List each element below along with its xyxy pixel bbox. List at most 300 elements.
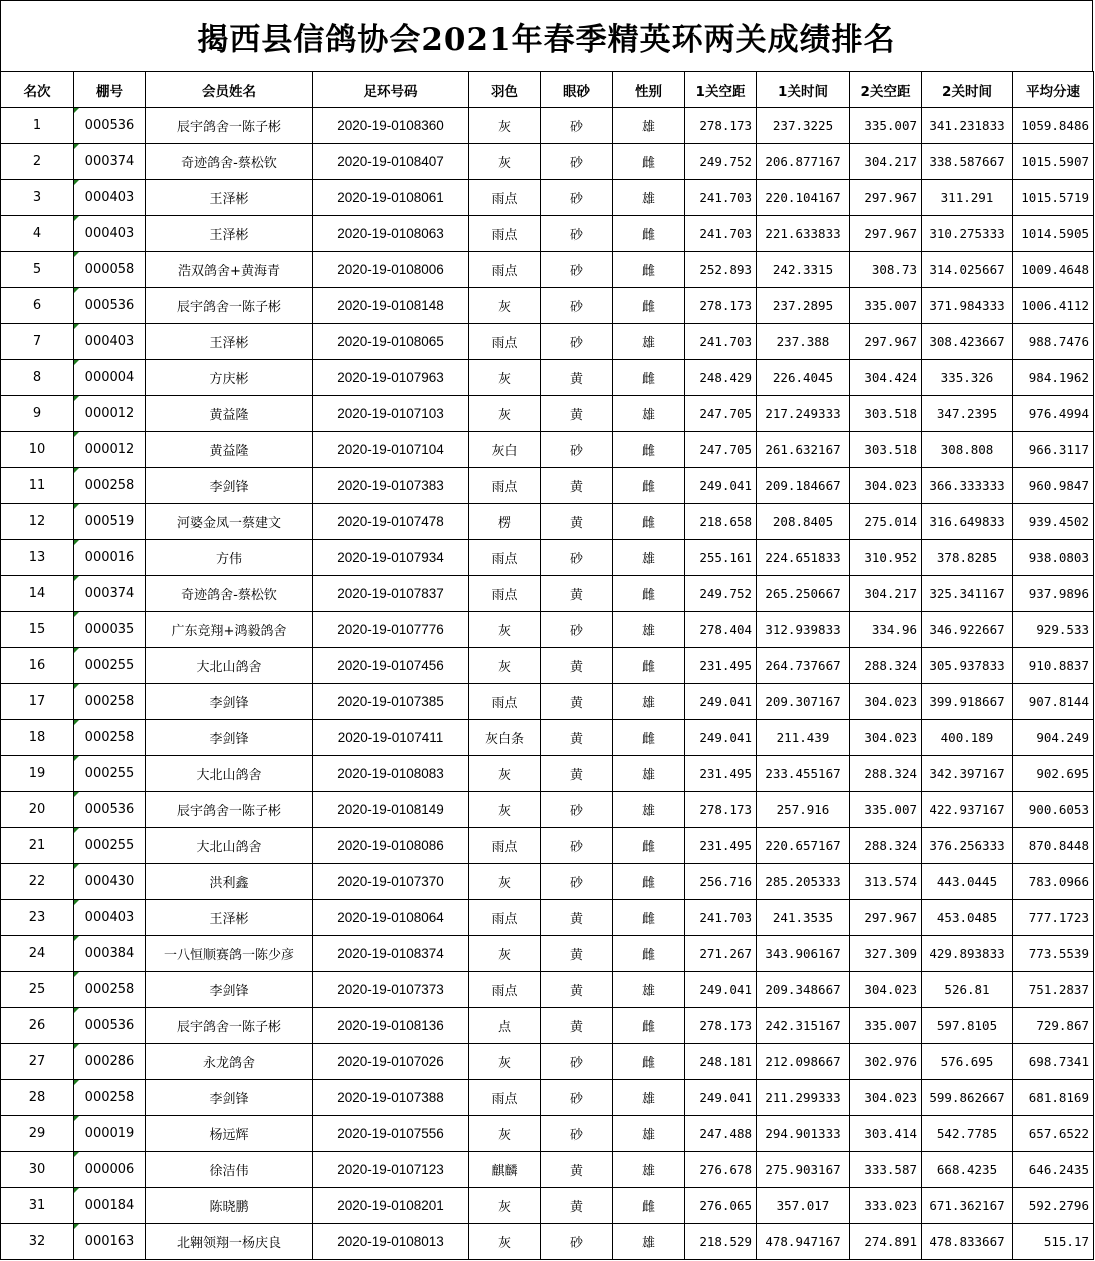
header-leg2-distance[interactable]: 2关空距: [850, 72, 922, 108]
cell-rank[interactable]: 27: [1, 1044, 74, 1080]
cell-avg-speed[interactable]: 729.867: [1013, 1008, 1094, 1044]
cell-avg-speed[interactable]: 910.8837: [1013, 648, 1094, 684]
cell-leg2-time[interactable]: 429.893833: [922, 936, 1013, 972]
cell-sex[interactable]: 雌: [613, 468, 685, 504]
cell-eye-sand[interactable]: 黄: [541, 504, 613, 540]
cell-leg2-distance[interactable]: 297.967: [850, 216, 922, 252]
cell-leg2-distance[interactable]: 288.324: [850, 648, 922, 684]
cell-eye-sand[interactable]: 黄: [541, 576, 613, 612]
cell-leg2-distance[interactable]: 304.217: [850, 576, 922, 612]
cell-loft-no[interactable]: 000536: [74, 288, 146, 324]
cell-avg-speed[interactable]: 960.9847: [1013, 468, 1094, 504]
cell-avg-speed[interactable]: 939.4502: [1013, 504, 1094, 540]
cell-member-name[interactable]: 李剑锋: [146, 972, 313, 1008]
cell-leg1-time[interactable]: 237.2895: [757, 288, 850, 324]
cell-sex[interactable]: 雄: [613, 108, 685, 144]
cell-loft-no[interactable]: 000019: [74, 1116, 146, 1152]
cell-leg1-distance[interactable]: 241.703: [685, 180, 757, 216]
cell-leg1-time[interactable]: 226.4045: [757, 360, 850, 396]
cell-leg1-distance[interactable]: 276.678: [685, 1152, 757, 1188]
cell-eye-sand[interactable]: 砂: [541, 216, 613, 252]
cell-leg1-distance[interactable]: 241.703: [685, 324, 757, 360]
cell-leg2-distance[interactable]: 335.007: [850, 288, 922, 324]
cell-loft-no[interactable]: 000374: [74, 144, 146, 180]
cell-ring-no[interactable]: 2020-19-0108061: [313, 180, 469, 216]
cell-sex[interactable]: 雌: [613, 1188, 685, 1224]
cell-ring-no[interactable]: 2020-19-0108063: [313, 216, 469, 252]
cell-ring-no[interactable]: 2020-19-0107026: [313, 1044, 469, 1080]
cell-leg1-time[interactable]: 209.348667: [757, 972, 850, 1008]
cell-feather-color[interactable]: 雨点: [469, 180, 541, 216]
cell-leg2-time[interactable]: 366.333333: [922, 468, 1013, 504]
cell-feather-color[interactable]: 灰: [469, 864, 541, 900]
cell-avg-speed[interactable]: 1006.4112: [1013, 288, 1094, 324]
cell-ring-no[interactable]: 2020-19-0107556: [313, 1116, 469, 1152]
cell-feather-color[interactable]: 点: [469, 1008, 541, 1044]
cell-loft-no[interactable]: 000258: [74, 468, 146, 504]
cell-leg1-distance[interactable]: 278.173: [685, 1008, 757, 1044]
cell-feather-color[interactable]: 灰: [469, 648, 541, 684]
cell-leg2-distance[interactable]: 297.967: [850, 900, 922, 936]
cell-leg2-time[interactable]: 347.2395: [922, 396, 1013, 432]
cell-leg2-time[interactable]: 335.326: [922, 360, 1013, 396]
cell-leg2-distance[interactable]: 288.324: [850, 828, 922, 864]
cell-leg1-distance[interactable]: 249.752: [685, 144, 757, 180]
cell-eye-sand[interactable]: 黄: [541, 360, 613, 396]
cell-avg-speed[interactable]: 515.17: [1013, 1224, 1094, 1260]
cell-avg-speed[interactable]: 984.1962: [1013, 360, 1094, 396]
cell-sex[interactable]: 雄: [613, 540, 685, 576]
header-leg2-time[interactable]: 2关时间: [922, 72, 1013, 108]
cell-feather-color[interactable]: 灰: [469, 360, 541, 396]
cell-ring-no[interactable]: 2020-19-0108065: [313, 324, 469, 360]
cell-leg1-distance[interactable]: 248.429: [685, 360, 757, 396]
cell-feather-color[interactable]: 雨点: [469, 468, 541, 504]
cell-leg1-time[interactable]: 257.916: [757, 792, 850, 828]
cell-leg2-time[interactable]: 342.397167: [922, 756, 1013, 792]
cell-sex[interactable]: 雄: [613, 396, 685, 432]
cell-leg2-time[interactable]: 314.025667: [922, 252, 1013, 288]
cell-loft-no[interactable]: 000016: [74, 540, 146, 576]
cell-loft-no[interactable]: 000519: [74, 504, 146, 540]
cell-ring-no[interactable]: 2020-19-0107411: [313, 720, 469, 756]
cell-loft-no[interactable]: 000258: [74, 720, 146, 756]
cell-eye-sand[interactable]: 黄: [541, 468, 613, 504]
cell-loft-no[interactable]: 000058: [74, 252, 146, 288]
cell-member-name[interactable]: 广东竞翔+鸿毅鸽舍: [146, 612, 313, 648]
cell-leg1-time[interactable]: 211.299333: [757, 1080, 850, 1116]
cell-ring-no[interactable]: 2020-19-0107776: [313, 612, 469, 648]
cell-leg2-time[interactable]: 325.341167: [922, 576, 1013, 612]
cell-leg1-time[interactable]: 264.737667: [757, 648, 850, 684]
cell-avg-speed[interactable]: 657.6522: [1013, 1116, 1094, 1152]
cell-loft-no[interactable]: 000374: [74, 576, 146, 612]
cell-leg1-time[interactable]: 242.315167: [757, 1008, 850, 1044]
cell-eye-sand[interactable]: 砂: [541, 828, 613, 864]
cell-leg2-time[interactable]: 378.8285: [922, 540, 1013, 576]
cell-leg1-time[interactable]: 224.651833: [757, 540, 850, 576]
cell-loft-no[interactable]: 000536: [74, 792, 146, 828]
cell-loft-no[interactable]: 000255: [74, 828, 146, 864]
cell-rank[interactable]: 1: [1, 108, 74, 144]
cell-avg-speed[interactable]: 1015.5907: [1013, 144, 1094, 180]
cell-ring-no[interactable]: 2020-19-0108148: [313, 288, 469, 324]
cell-feather-color[interactable]: 灰: [469, 1224, 541, 1260]
cell-leg1-distance[interactable]: 255.161: [685, 540, 757, 576]
cell-sex[interactable]: 雌: [613, 432, 685, 468]
cell-ring-no[interactable]: 2020-19-0108086: [313, 828, 469, 864]
cell-loft-no[interactable]: 000258: [74, 684, 146, 720]
cell-avg-speed[interactable]: 773.5539: [1013, 936, 1094, 972]
cell-sex[interactable]: 雄: [613, 684, 685, 720]
cell-leg1-time[interactable]: 206.877167: [757, 144, 850, 180]
cell-leg2-distance[interactable]: 304.023: [850, 684, 922, 720]
cell-loft-no[interactable]: 000536: [74, 1008, 146, 1044]
cell-loft-no[interactable]: 000184: [74, 1188, 146, 1224]
cell-ring-no[interactable]: 2020-19-0107388: [313, 1080, 469, 1116]
cell-avg-speed[interactable]: 698.7341: [1013, 1044, 1094, 1080]
cell-leg1-time[interactable]: 312.939833: [757, 612, 850, 648]
cell-eye-sand[interactable]: 砂: [541, 180, 613, 216]
cell-feather-color[interactable]: 灰: [469, 936, 541, 972]
cell-avg-speed[interactable]: 751.2837: [1013, 972, 1094, 1008]
cell-leg1-distance[interactable]: 249.752: [685, 576, 757, 612]
cell-feather-color[interactable]: 楞: [469, 504, 541, 540]
cell-leg2-time[interactable]: 526.81: [922, 972, 1013, 1008]
cell-leg1-time[interactable]: 478.947167: [757, 1224, 850, 1260]
cell-loft-no[interactable]: 000536: [74, 108, 146, 144]
cell-member-name[interactable]: 大北山鸽舍: [146, 756, 313, 792]
cell-ring-no[interactable]: 2020-19-0107478: [313, 504, 469, 540]
cell-leg1-distance[interactable]: 249.041: [685, 720, 757, 756]
cell-leg1-distance[interactable]: 278.173: [685, 108, 757, 144]
cell-rank[interactable]: 16: [1, 648, 74, 684]
cell-ring-no[interactable]: 2020-19-0107963: [313, 360, 469, 396]
cell-rank[interactable]: 32: [1, 1224, 74, 1260]
cell-rank[interactable]: 5: [1, 252, 74, 288]
cell-leg2-time[interactable]: 478.833667: [922, 1224, 1013, 1260]
cell-eye-sand[interactable]: 砂: [541, 864, 613, 900]
cell-leg2-time[interactable]: 542.7785: [922, 1116, 1013, 1152]
cell-avg-speed[interactable]: 783.0966: [1013, 864, 1094, 900]
header-avg-speed[interactable]: 平均分速: [1013, 72, 1094, 108]
header-leg1-distance[interactable]: 1关空距: [685, 72, 757, 108]
cell-avg-speed[interactable]: 966.3117: [1013, 432, 1094, 468]
cell-ring-no[interactable]: 2020-19-0108374: [313, 936, 469, 972]
cell-feather-color[interactable]: 灰: [469, 396, 541, 432]
cell-avg-speed[interactable]: 1014.5905: [1013, 216, 1094, 252]
cell-ring-no[interactable]: 2020-19-0107103: [313, 396, 469, 432]
cell-leg1-time[interactable]: 294.901333: [757, 1116, 850, 1152]
cell-eye-sand[interactable]: 砂: [541, 432, 613, 468]
cell-feather-color[interactable]: 雨点: [469, 828, 541, 864]
cell-sex[interactable]: 雄: [613, 792, 685, 828]
cell-eye-sand[interactable]: 黄: [541, 648, 613, 684]
cell-leg2-time[interactable]: 308.808: [922, 432, 1013, 468]
cell-leg1-time[interactable]: 237.388: [757, 324, 850, 360]
cell-sex[interactable]: 雄: [613, 180, 685, 216]
cell-leg2-distance[interactable]: 297.967: [850, 324, 922, 360]
cell-sex[interactable]: 雌: [613, 828, 685, 864]
cell-member-name[interactable]: 李剑锋: [146, 1080, 313, 1116]
cell-ring-no[interactable]: 2020-19-0107837: [313, 576, 469, 612]
cell-rank[interactable]: 19: [1, 756, 74, 792]
cell-ring-no[interactable]: 2020-19-0108201: [313, 1188, 469, 1224]
cell-avg-speed[interactable]: 929.533: [1013, 612, 1094, 648]
cell-loft-no[interactable]: 000006: [74, 1152, 146, 1188]
cell-leg2-time[interactable]: 376.256333: [922, 828, 1013, 864]
cell-avg-speed[interactable]: 1015.5719: [1013, 180, 1094, 216]
cell-feather-color[interactable]: 灰: [469, 612, 541, 648]
cell-leg1-time[interactable]: 242.3315: [757, 252, 850, 288]
cell-avg-speed[interactable]: 900.6053: [1013, 792, 1094, 828]
cell-sex[interactable]: 雌: [613, 720, 685, 756]
cell-rank[interactable]: 29: [1, 1116, 74, 1152]
cell-rank[interactable]: 2: [1, 144, 74, 180]
cell-eye-sand[interactable]: 砂: [541, 612, 613, 648]
cell-eye-sand[interactable]: 砂: [541, 1044, 613, 1080]
cell-leg2-distance[interactable]: 297.967: [850, 180, 922, 216]
cell-eye-sand[interactable]: 砂: [541, 1224, 613, 1260]
cell-rank[interactable]: 11: [1, 468, 74, 504]
cell-sex[interactable]: 雌: [613, 1044, 685, 1080]
cell-leg2-time[interactable]: 399.918667: [922, 684, 1013, 720]
cell-leg1-time[interactable]: 217.249333: [757, 396, 850, 432]
cell-rank[interactable]: 7: [1, 324, 74, 360]
cell-leg2-distance[interactable]: 335.007: [850, 1008, 922, 1044]
cell-sex[interactable]: 雄: [613, 1152, 685, 1188]
cell-member-name[interactable]: 辰宇鸽舍一陈子彬: [146, 108, 313, 144]
cell-feather-color[interactable]: 雨点: [469, 540, 541, 576]
cell-leg1-distance[interactable]: 247.705: [685, 432, 757, 468]
cell-member-name[interactable]: 陈晓鹏: [146, 1188, 313, 1224]
cell-leg2-distance[interactable]: 327.309: [850, 936, 922, 972]
cell-ring-no[interactable]: 2020-19-0108360: [313, 108, 469, 144]
cell-leg1-time[interactable]: 221.633833: [757, 216, 850, 252]
cell-leg1-distance[interactable]: 231.495: [685, 756, 757, 792]
cell-leg1-distance[interactable]: 256.716: [685, 864, 757, 900]
cell-feather-color[interactable]: 灰: [469, 1116, 541, 1152]
cell-leg1-time[interactable]: 212.098667: [757, 1044, 850, 1080]
cell-ring-no[interactable]: 2020-19-0107373: [313, 972, 469, 1008]
cell-member-name[interactable]: 大北山鸽舍: [146, 828, 313, 864]
cell-member-name[interactable]: 河婆金凤一蔡建文: [146, 504, 313, 540]
cell-eye-sand[interactable]: 砂: [541, 1116, 613, 1152]
cell-eye-sand[interactable]: 砂: [541, 288, 613, 324]
cell-rank[interactable]: 18: [1, 720, 74, 756]
cell-rank[interactable]: 9: [1, 396, 74, 432]
cell-rank[interactable]: 14: [1, 576, 74, 612]
cell-loft-no[interactable]: 000258: [74, 1080, 146, 1116]
cell-eye-sand[interactable]: 砂: [541, 252, 613, 288]
cell-member-name[interactable]: 黄益隆: [146, 396, 313, 432]
cell-rank[interactable]: 26: [1, 1008, 74, 1044]
cell-leg1-time[interactable]: 209.184667: [757, 468, 850, 504]
cell-leg1-distance[interactable]: 218.658: [685, 504, 757, 540]
cell-leg2-time[interactable]: 311.291: [922, 180, 1013, 216]
cell-loft-no[interactable]: 000286: [74, 1044, 146, 1080]
cell-sex[interactable]: 雌: [613, 252, 685, 288]
cell-feather-color[interactable]: 雨点: [469, 216, 541, 252]
cell-feather-color[interactable]: 灰: [469, 1044, 541, 1080]
cell-loft-no[interactable]: 000403: [74, 180, 146, 216]
cell-leg1-distance[interactable]: 278.173: [685, 288, 757, 324]
cell-leg2-time[interactable]: 668.4235: [922, 1152, 1013, 1188]
cell-loft-no[interactable]: 000004: [74, 360, 146, 396]
cell-member-name[interactable]: 王泽彬: [146, 180, 313, 216]
cell-leg2-distance[interactable]: 335.007: [850, 792, 922, 828]
cell-member-name[interactable]: 永龙鸽舍: [146, 1044, 313, 1080]
cell-loft-no[interactable]: 000384: [74, 936, 146, 972]
cell-member-name[interactable]: 辰宇鸽舍一陈子彬: [146, 1008, 313, 1044]
cell-leg2-distance[interactable]: 303.414: [850, 1116, 922, 1152]
cell-member-name[interactable]: 奇迹鸽舍-蔡松钦: [146, 576, 313, 612]
cell-leg1-time[interactable]: 343.906167: [757, 936, 850, 972]
cell-rank[interactable]: 8: [1, 360, 74, 396]
cell-sex[interactable]: 雌: [613, 936, 685, 972]
header-feather-color[interactable]: 羽色: [469, 72, 541, 108]
cell-leg1-distance[interactable]: 278.404: [685, 612, 757, 648]
cell-leg1-distance[interactable]: 231.495: [685, 648, 757, 684]
cell-leg2-distance[interactable]: 274.891: [850, 1224, 922, 1260]
cell-leg1-time[interactable]: 211.439: [757, 720, 850, 756]
header-ring-no[interactable]: 足环号码: [313, 72, 469, 108]
cell-leg2-distance[interactable]: 303.518: [850, 396, 922, 432]
header-member-name[interactable]: 会员姓名: [146, 72, 313, 108]
cell-eye-sand[interactable]: 黄: [541, 1188, 613, 1224]
cell-sex[interactable]: 雌: [613, 900, 685, 936]
cell-rank[interactable]: 6: [1, 288, 74, 324]
cell-leg2-distance[interactable]: 333.587: [850, 1152, 922, 1188]
cell-sex[interactable]: 雌: [613, 504, 685, 540]
cell-feather-color[interactable]: 雨点: [469, 900, 541, 936]
cell-feather-color[interactable]: 雨点: [469, 252, 541, 288]
cell-eye-sand[interactable]: 黄: [541, 684, 613, 720]
cell-ring-no[interactable]: 2020-19-0107370: [313, 864, 469, 900]
cell-loft-no[interactable]: 000255: [74, 756, 146, 792]
cell-loft-no[interactable]: 000012: [74, 396, 146, 432]
cell-ring-no[interactable]: 2020-19-0108407: [313, 144, 469, 180]
cell-member-name[interactable]: 奇迹鸽舍-蔡松钦: [146, 144, 313, 180]
cell-leg2-distance[interactable]: 333.023: [850, 1188, 922, 1224]
cell-member-name[interactable]: 辰宇鸽舍一陈子彬: [146, 792, 313, 828]
cell-ring-no[interactable]: 2020-19-0107104: [313, 432, 469, 468]
cell-leg2-distance[interactable]: 304.023: [850, 972, 922, 1008]
cell-leg2-time[interactable]: 422.937167: [922, 792, 1013, 828]
cell-leg2-time[interactable]: 346.922667: [922, 612, 1013, 648]
cell-loft-no[interactable]: 000403: [74, 216, 146, 252]
cell-leg1-distance[interactable]: 249.041: [685, 1080, 757, 1116]
cell-leg1-distance[interactable]: 247.488: [685, 1116, 757, 1152]
cell-sex[interactable]: 雄: [613, 1116, 685, 1152]
cell-avg-speed[interactable]: 976.4994: [1013, 396, 1094, 432]
cell-avg-speed[interactable]: 937.9896: [1013, 576, 1094, 612]
cell-sex[interactable]: 雌: [613, 648, 685, 684]
cell-avg-speed[interactable]: 646.2435: [1013, 1152, 1094, 1188]
cell-sex[interactable]: 雌: [613, 1008, 685, 1044]
cell-leg2-distance[interactable]: 304.023: [850, 720, 922, 756]
cell-leg2-time[interactable]: 308.423667: [922, 324, 1013, 360]
cell-eye-sand[interactable]: 黄: [541, 900, 613, 936]
cell-member-name[interactable]: 方庆彬: [146, 360, 313, 396]
cell-ring-no[interactable]: 2020-19-0107934: [313, 540, 469, 576]
cell-leg2-distance[interactable]: 310.952: [850, 540, 922, 576]
cell-member-name[interactable]: 大北山鸽舍: [146, 648, 313, 684]
cell-leg2-distance[interactable]: 303.518: [850, 432, 922, 468]
cell-leg1-distance[interactable]: 271.267: [685, 936, 757, 972]
cell-loft-no[interactable]: 000163: [74, 1224, 146, 1260]
cell-avg-speed[interactable]: 592.2796: [1013, 1188, 1094, 1224]
cell-avg-speed[interactable]: 870.8448: [1013, 828, 1094, 864]
cell-ring-no[interactable]: 2020-19-0108013: [313, 1224, 469, 1260]
cell-leg2-distance[interactable]: 302.976: [850, 1044, 922, 1080]
cell-avg-speed[interactable]: 988.7476: [1013, 324, 1094, 360]
cell-avg-speed[interactable]: 907.8144: [1013, 684, 1094, 720]
cell-loft-no[interactable]: 000012: [74, 432, 146, 468]
cell-feather-color[interactable]: 灰: [469, 288, 541, 324]
cell-loft-no[interactable]: 000255: [74, 648, 146, 684]
cell-rank[interactable]: 28: [1, 1080, 74, 1116]
cell-feather-color[interactable]: 灰: [469, 108, 541, 144]
cell-feather-color[interactable]: 灰: [469, 144, 541, 180]
cell-member-name[interactable]: 北翱领翔一杨庆良: [146, 1224, 313, 1260]
cell-leg2-time[interactable]: 316.649833: [922, 504, 1013, 540]
cell-loft-no[interactable]: 000035: [74, 612, 146, 648]
cell-eye-sand[interactable]: 黄: [541, 720, 613, 756]
cell-leg2-distance[interactable]: 308.73: [850, 252, 922, 288]
cell-rank[interactable]: 13: [1, 540, 74, 576]
header-leg1-time[interactable]: 1关时间: [757, 72, 850, 108]
cell-leg1-time[interactable]: 220.104167: [757, 180, 850, 216]
cell-member-name[interactable]: 洪利鑫: [146, 864, 313, 900]
cell-feather-color[interactable]: 雨点: [469, 576, 541, 612]
cell-sex[interactable]: 雌: [613, 576, 685, 612]
cell-leg2-time[interactable]: 576.695: [922, 1044, 1013, 1080]
cell-eye-sand[interactable]: 黄: [541, 756, 613, 792]
cell-eye-sand[interactable]: 黄: [541, 936, 613, 972]
cell-leg1-time[interactable]: 285.205333: [757, 864, 850, 900]
cell-leg1-time[interactable]: 233.455167: [757, 756, 850, 792]
cell-leg2-time[interactable]: 671.362167: [922, 1188, 1013, 1224]
cell-avg-speed[interactable]: 777.1723: [1013, 900, 1094, 936]
cell-leg2-time[interactable]: 599.862667: [922, 1080, 1013, 1116]
cell-rank[interactable]: 10: [1, 432, 74, 468]
cell-leg1-time[interactable]: 208.8405: [757, 504, 850, 540]
cell-rank[interactable]: 20: [1, 792, 74, 828]
cell-ring-no[interactable]: 2020-19-0108083: [313, 756, 469, 792]
cell-leg1-time[interactable]: 275.903167: [757, 1152, 850, 1188]
cell-leg1-distance[interactable]: 218.529: [685, 1224, 757, 1260]
cell-loft-no[interactable]: 000403: [74, 324, 146, 360]
cell-rank[interactable]: 15: [1, 612, 74, 648]
cell-leg1-distance[interactable]: 249.041: [685, 972, 757, 1008]
cell-leg1-time[interactable]: 357.017: [757, 1188, 850, 1224]
cell-sex[interactable]: 雌: [613, 216, 685, 252]
header-sex[interactable]: 性别: [613, 72, 685, 108]
cell-rank[interactable]: 30: [1, 1152, 74, 1188]
cell-feather-color[interactable]: 灰白: [469, 432, 541, 468]
cell-eye-sand[interactable]: 砂: [541, 792, 613, 828]
cell-ring-no[interactable]: 2020-19-0108006: [313, 252, 469, 288]
cell-leg2-time[interactable]: 371.984333: [922, 288, 1013, 324]
cell-ring-no[interactable]: 2020-19-0108064: [313, 900, 469, 936]
cell-leg1-distance[interactable]: 276.065: [685, 1188, 757, 1224]
cell-leg2-distance[interactable]: 335.007: [850, 108, 922, 144]
cell-sex[interactable]: 雄: [613, 1080, 685, 1116]
cell-leg2-distance[interactable]: 304.023: [850, 1080, 922, 1116]
cell-leg2-time[interactable]: 341.231833: [922, 108, 1013, 144]
cell-feather-color[interactable]: 雨点: [469, 972, 541, 1008]
